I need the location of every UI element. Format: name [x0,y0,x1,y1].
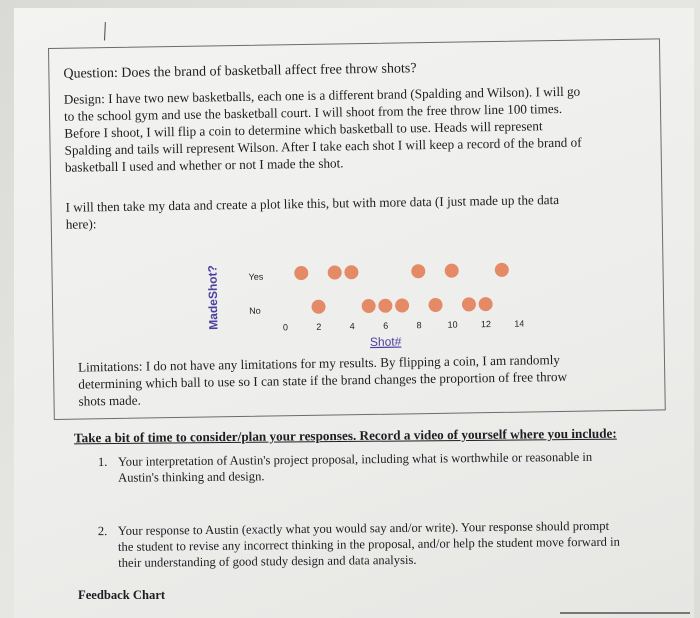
item-line: Your response to Austin (exactly what you would say and/or write). Your response should prompt [117,518,610,538]
data-point [479,297,493,311]
feedback-chart-label: Feedback Chart [78,588,166,602]
x-axis-title: Shot# [369,334,402,349]
data-point [294,266,308,280]
design-paragraph [64,81,655,175]
item-number: 2. [97,524,108,539]
instruction-item-2 [97,517,678,571]
x-tick-label: 14 [514,318,524,329]
design-line: Spalding and tails will represent Wilson. After I take each shot I will keep a record of the brand of [64,134,582,158]
divider-line [560,612,690,614]
instruction-item-1 [97,448,648,486]
x-tick-label: 8 [416,320,422,331]
data-point [411,264,425,278]
data-point [395,298,409,312]
plan-line: here): [65,216,97,232]
item-line: Your interpretation of Austin's project proposal, including what is worthwhile or reasonable in [117,449,593,469]
data-point [462,297,476,311]
x-tick-label: 12 [480,319,492,330]
data-point [328,265,342,279]
y-tick-yes: Yes [248,271,264,282]
y-axis-title: MadeShot? [205,264,221,330]
worksheet-page [14,8,694,618]
design-line: basketball I used and whether or not I made the shot. [64,155,344,175]
limitations-line: Limitations: I do not have any limitations for my results. By flipping a coin, I am randomly [77,351,561,375]
limitations-line: shots made. [78,392,141,409]
x-tick-label: 6 [383,320,389,331]
x-tick-label: 0 [282,322,289,333]
plot-svg [202,238,524,353]
plan-line: I will then take my data and create a plot like this, but with more data (I just made up the data [65,191,560,215]
item-number: 1. [97,454,108,469]
item-line: their understanding of good study design and data analysis. [118,552,417,570]
design-line: Design: I have two new basketballs, each one is a different brand (Spalding and Wilson). I will go [63,83,581,107]
data-point [428,298,442,312]
x-tick-label: 2 [316,321,322,332]
task-heading: Take a bit of time to consider/plan your responses. Record a video of yourself where you include: [73,425,617,446]
item-line: Austin's thinking and design. [118,469,265,485]
data-point [344,265,358,279]
data-point [495,263,509,277]
limitations-line: determining which ball to use so I can state if the brand changes the proportion of free throw [78,368,568,392]
made-shot-plot [202,238,524,358]
design-line: Before I shoot, I will flip a coin to determine which basketball to use. Heads will represent [64,118,543,141]
x-tick-label: 10 [447,319,458,330]
item-line: the student to revise any incorrect thinking in the proposal, and/or help the student move forward in [117,534,620,554]
limitations-paragraph [78,350,649,410]
data-point [311,300,325,314]
x-tick-label: 4 [349,321,355,332]
data-point [445,264,459,278]
proposal-box [48,38,666,420]
y-tick-no: No [249,305,261,316]
question-text: Question: Does the brand of basketball affect free throw shots? [63,61,417,82]
plan-paragraph [65,190,640,233]
design-line: to the school gym and use the basketball court. I will shoot from the free throw line 100 times. [63,100,563,124]
data-point [362,299,376,313]
data-point [378,299,392,313]
pen-mark: ╲ [96,23,112,42]
